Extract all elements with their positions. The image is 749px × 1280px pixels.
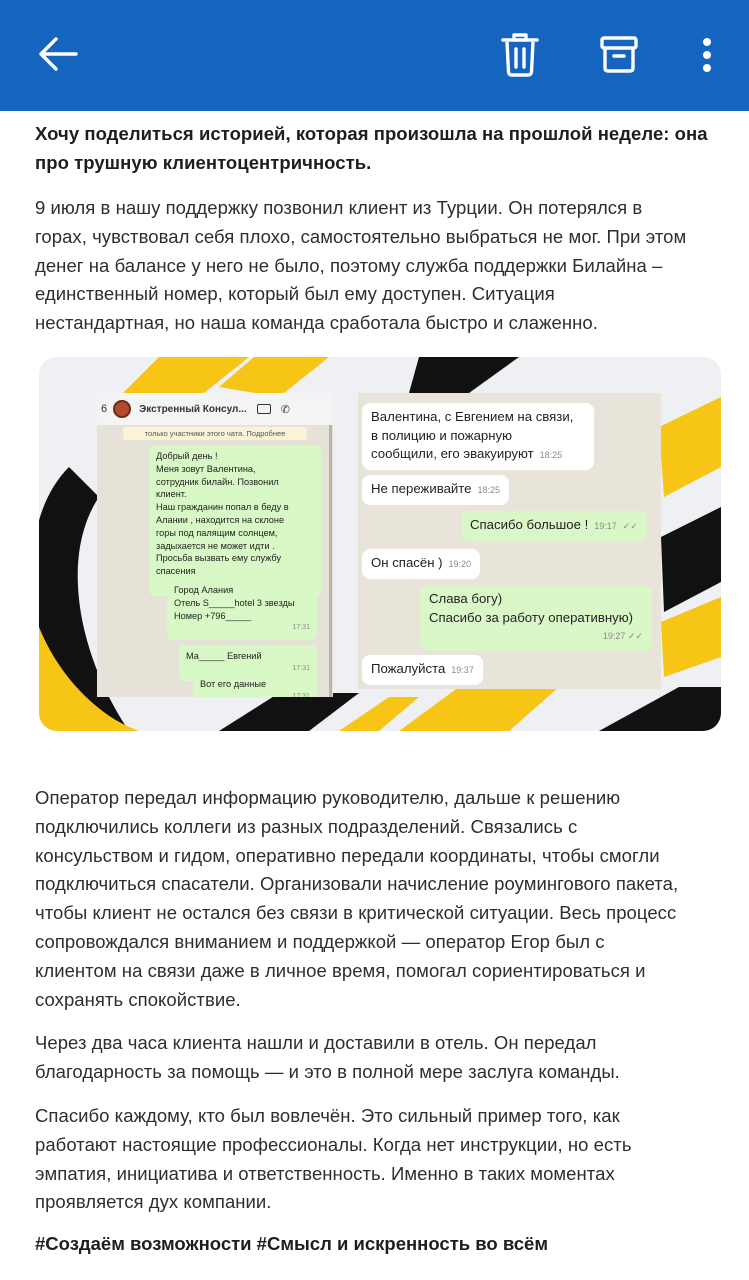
back-button[interactable]: [30, 26, 86, 82]
video-call-icon: [257, 404, 271, 414]
chat-bubble: Слава богу) Спасибо за работу оперативную) 19:27 ✓✓: [420, 585, 652, 651]
post-hashtags[interactable]: #Создаём возможности #Смысл и искренность во всём: [35, 1233, 549, 1254]
phone-icon: ✆: [280, 403, 290, 416]
chat-bubble: Город Алания Отель S_____hotel 3 звезды Номер +796_____ 17:31: [167, 579, 317, 640]
delete-button[interactable]: [492, 26, 548, 82]
message-time: 17:31: [292, 664, 310, 672]
right-chat-screenshot: [358, 393, 661, 689]
chat-notice: только участники этого чата. Подробнее: [123, 427, 307, 440]
chat-bubble: Спасибо большое ! 19:17 ✓✓: [461, 511, 647, 541]
left-chat-screenshot: [97, 393, 333, 697]
message-time: 19:37: [451, 665, 474, 675]
post-paragraph-1: 9 июля в нашу поддержку позвонил клиент из Турции. Он потерялся в горах, чувствовал себя плохо, самостоятельно выбраться не мог. При этом денег на балансе у него не было, поэтому служба поддержки Билайна – единственный номер, который был ему доступен. Ситуация нестандартная, но наша команда сработала быстро и слаженно.: [35, 197, 687, 334]
more-vertical-icon: [697, 32, 717, 76]
back-arrow-icon: [36, 32, 80, 76]
message-time: 19:27: [602, 631, 626, 641]
more-options-button[interactable]: [679, 26, 735, 82]
back-count: 6: [101, 403, 108, 415]
chat-bubble: Добрый день ! Меня зовут Валентина, сотрудник билайн. Позвонил клиент. Наш гражданин попал в беду в Алании , находится на склоне горы под палящим солнцем, задыхается не может идти . Просьба вызвать ему службу спасения: [149, 445, 321, 596]
message-time: 17:31: [292, 624, 310, 632]
message-time: 19:17: [594, 521, 617, 531]
chat-bubble: Не переживайте 18:25: [362, 475, 509, 505]
left-chat-header: [97, 393, 333, 425]
message-time: 18:25: [477, 485, 501, 495]
app-bar: [0, 0, 749, 111]
post-paragraph-2: Оператор передал информацию руководителю, дальше к решению подключились коллеги из разных подразделений. Связались с консульством и гидом, оперативно передали координаты, чтобы смогли подключиться спасатели. Организовали начисление роумингового пакета, чтобы клиент не остался без связи в критической ситуации. Весь процесс сопровождался вниманием и поддержкой — оператор Егор был с клиентом на связи даже в личное время, помогал сориентироваться и сохранять спокойствие.: [35, 787, 679, 1010]
scrollbar: [329, 425, 332, 697]
message-time: 17:31: [292, 692, 310, 697]
chat-bubble: Вот его данные 17:31: [193, 673, 317, 697]
chat-bubble: Валентина, с Евгением на связи, в полицию и пожарную сообщили, его эвакуируют 18:25: [362, 403, 594, 470]
message-time: 19:20: [448, 559, 472, 569]
trash-icon: [498, 30, 542, 78]
chat-screenshot-image[interactable]: [39, 357, 721, 731]
archive-button[interactable]: [591, 26, 647, 82]
message-time: 18:25: [539, 450, 563, 460]
post-paragraph-3: Через два часа клиента нашли и доставили в отель. Он передал благодарность за помощь — и это в полной мере заслуга команды.: [35, 1032, 620, 1082]
chat-bubble: Ма_____ Евгений 17:31: [179, 645, 317, 681]
archive-icon: [597, 32, 641, 76]
chat-bubble: Он спасён ) 19:20: [362, 549, 480, 579]
post-intro: Хочу поделиться историей, которая произошла на прошлой неделе: она про трушную клиентоцентричность.: [35, 123, 708, 173]
chat-bubble: Пожалуйста 19:37: [362, 655, 483, 685]
avatar: [113, 400, 131, 418]
post-paragraph-4: Спасибо каждому, кто был вовлечён. Это сильный пример того, как работают настоящие профессионалы. Когда нет инструкции, но есть эмпатия, инициатива и ответственность. Именно в таких моментах проявляется дух компании.: [35, 1105, 632, 1213]
left-chat-title: Экстренный Консул...: [139, 403, 247, 415]
